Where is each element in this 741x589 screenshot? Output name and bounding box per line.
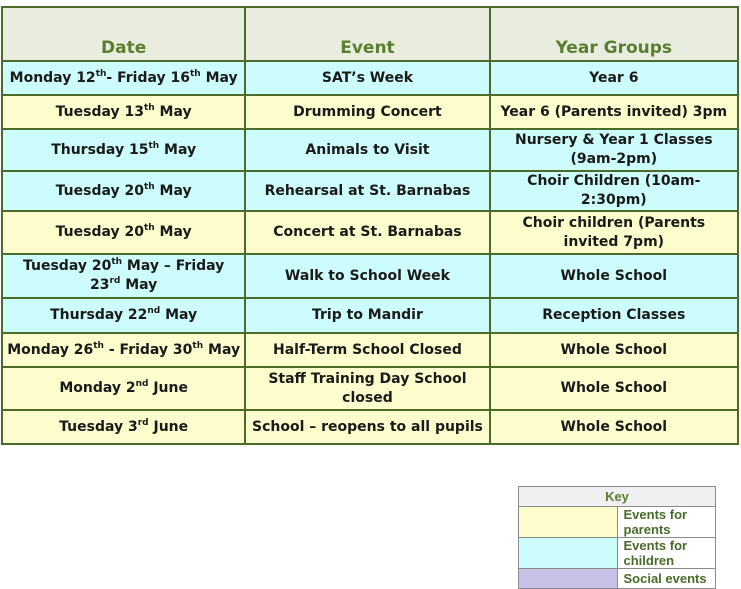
event-cell: Concert at St. Barnabas: [245, 211, 489, 254]
table-row: [2, 254, 738, 298]
date-cell: Tuesday 20th May: [2, 171, 245, 211]
groups-cell: Whole School: [490, 333, 738, 367]
groups-cell: Whole School: [490, 410, 738, 444]
event-cell: SAT’s Week: [245, 61, 489, 95]
groups-cell: Whole School: [490, 367, 738, 410]
event-cell: Walk to School Week: [245, 254, 489, 298]
table-row: [2, 61, 738, 95]
events-table: [1, 6, 739, 445]
event-cell: Drumming Concert: [245, 95, 489, 129]
table-row: [2, 171, 738, 211]
key-item-parents: [519, 507, 716, 538]
table-row: [2, 367, 738, 410]
key-label-children: Events for children: [617, 538, 716, 569]
table-row: [2, 95, 738, 129]
groups-cell: Whole School: [490, 254, 738, 298]
swatch-parents: [519, 507, 618, 538]
event-cell: Staff Training Day School closed: [245, 367, 489, 410]
key-title: Key: [519, 487, 716, 507]
date-cell: Monday 2nd June: [2, 367, 245, 410]
key-label-parents: Events for parents: [617, 507, 716, 538]
key-item-children: [519, 538, 716, 569]
date-cell: Thursday 15th May: [2, 129, 245, 171]
date-cell: Tuesday 20th May – Friday 23rd May: [2, 254, 245, 298]
table-row: [2, 410, 738, 444]
date-cell: Tuesday 20th May: [2, 211, 245, 254]
key-item-social: [519, 569, 716, 589]
date-cell: Monday 26th - Friday 30th May: [2, 333, 245, 367]
swatch-social: [519, 569, 618, 589]
table-row: [2, 129, 738, 171]
key-label-social: Social events: [617, 569, 716, 589]
header-date: Date: [2, 7, 245, 61]
event-cell: Animals to Visit: [245, 129, 489, 171]
event-cell: Half-Term School Closed: [245, 333, 489, 367]
date-cell: Tuesday 3rd June: [2, 410, 245, 444]
groups-cell: Reception Classes: [490, 298, 738, 333]
event-cell: Rehearsal at St. Barnabas: [245, 171, 489, 211]
groups-cell: Year 6 (Parents invited) 3pm: [490, 95, 738, 129]
table-row: [2, 333, 738, 367]
event-cell: School – reopens to all pupils: [245, 410, 489, 444]
header-row: [2, 7, 738, 61]
groups-cell: Nursery & Year 1 Classes (9am-2pm): [490, 129, 738, 171]
table-row: [2, 211, 738, 254]
header-event: Event: [245, 7, 489, 61]
swatch-children: [519, 538, 618, 569]
date-cell: Thursday 22nd May: [2, 298, 245, 333]
table-row: [2, 298, 738, 333]
groups-cell: Choir Children (10am-2:30pm): [490, 171, 738, 211]
date-cell: Tuesday 13th May: [2, 95, 245, 129]
groups-cell: Choir children (Parents invited 7pm): [490, 211, 738, 254]
groups-cell: Year 6: [490, 61, 738, 95]
date-cell: Monday 12th- Friday 16th May: [2, 61, 245, 95]
header-year-groups: Year Groups: [490, 7, 738, 61]
event-cell: Trip to Mandir: [245, 298, 489, 333]
